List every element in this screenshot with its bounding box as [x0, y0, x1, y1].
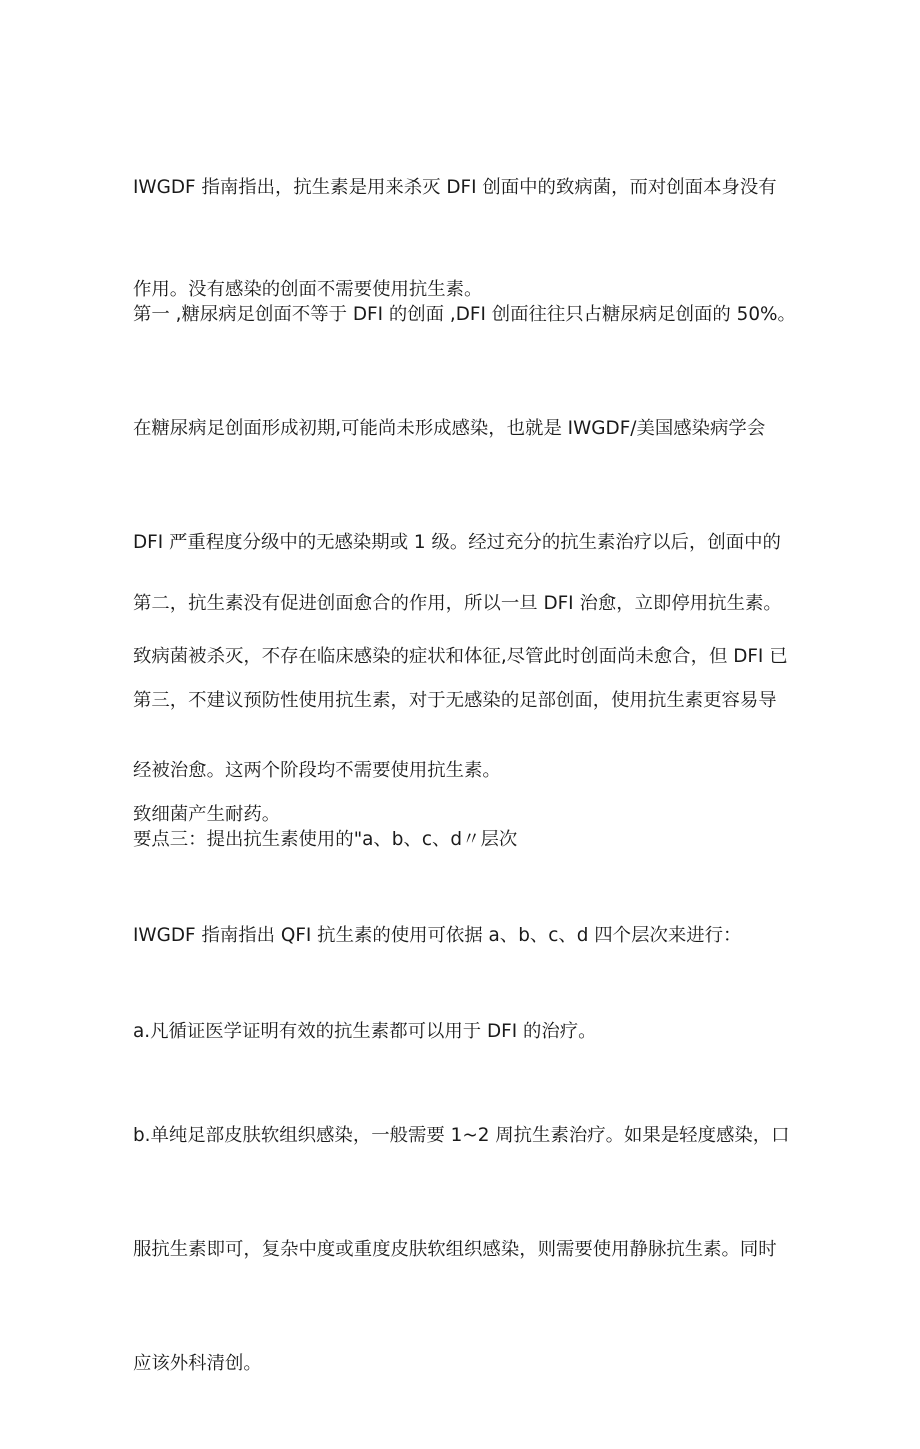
text-line: DFI 严重程度分级中的无感染期或 1 级。经过充分的抗生素治疗以后，创面中的 [133, 532, 781, 553]
text-line: 第二，抗生素没有促进创面愈合的作用，所以一旦 DFI 治愈，立即停用抗生素。 [133, 593, 782, 614]
text-line: 应该外科清创。 [133, 1353, 262, 1374]
text-line: 作用。没有感染的创面不需要使用抗生素。 [133, 279, 483, 300]
text-line: IWGDF 指南指出 QFI 抗生素的使用可依据 a、b、c、d 四个层次来进行： [133, 925, 742, 946]
text-line: 第三，不建议预防性使用抗生素，对于无感染的足部创面，使用抗生素更容易导 [133, 690, 777, 711]
text-line: 服抗生素即可，复杂中度或重度皮肤软组织感染，则需要使用静脉抗生素。同时 [133, 1239, 777, 1260]
text-line: 在糖尿病足创面形成初期,可能尚未形成感染，也就是 IWGDF/美国感染病学会 [133, 418, 766, 439]
text-line: 经被治愈。这两个阶段均不需要使用抗生素。 [133, 760, 501, 781]
text-line: 第一 ,糖尿病足创面不等于 DFI 的创面 ,DFI 创面往往只占糖尿病足创面的 50%。 [133, 304, 796, 325]
text-line: b.单纯足部皮肤软组织感染，一般需要 1~2 周抗生素治疗。如果是轻度感染，口 [133, 1125, 790, 1146]
text-line: IWGDF 指南指出，抗生素是用来杀灭 DFI 创面中的致病菌，而对创面本身没有 [133, 177, 777, 198]
text-line: 致病菌被杀灭，不存在临床感染的症状和体征,尽管此时创面尚未愈合，但 DFI 已 [133, 646, 788, 667]
text-line: a.凡循证医学证明有效的抗生素都可以用于 DFI 的治疗。 [133, 1021, 597, 1042]
text-line: 要点三：提出抗生素使用的"a、b、c、d〃层次 [133, 829, 518, 850]
paragraph-level-b [133, 1051, 793, 1449]
text-line: 致细菌产生耐药。 [133, 804, 281, 825]
